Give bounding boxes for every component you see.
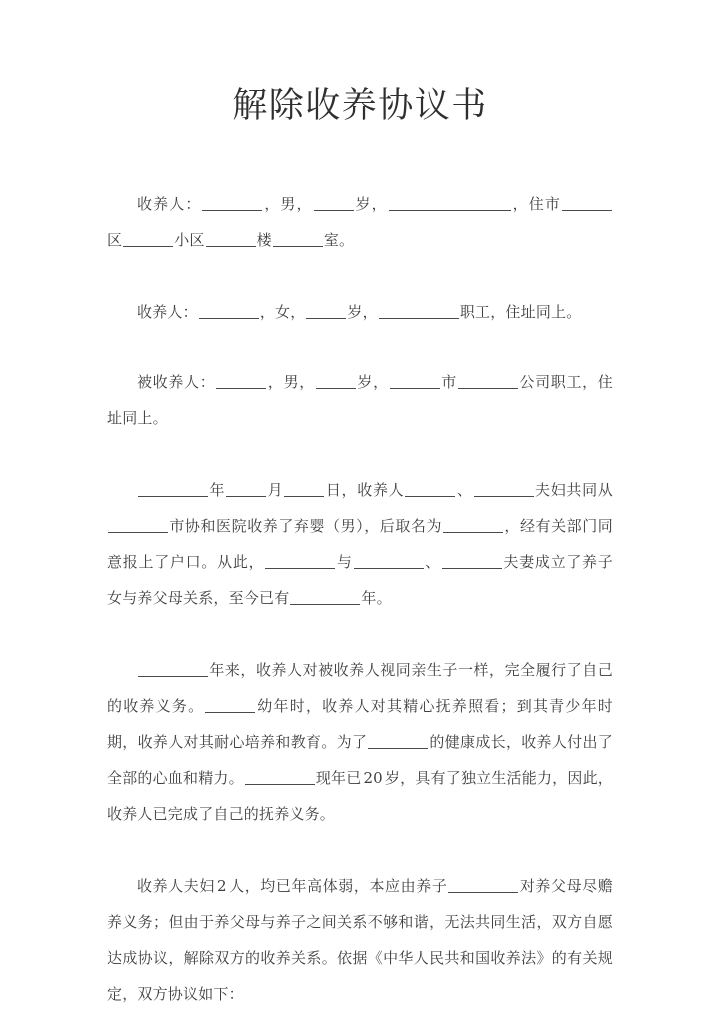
p4-seg9: 与: [336, 553, 353, 571]
document-body: [107, 186, 613, 1012]
p4-seg11: 夫妻成立了养子女与养父母关系，至今已有: [107, 553, 613, 607]
paragraph-adopter-male: [107, 186, 613, 258]
blank-adoptee-age[interactable]: [316, 373, 356, 389]
blank-adoptee-name[interactable]: [216, 373, 266, 389]
p3-seg3: 岁，: [356, 373, 389, 391]
p5-seg2: 年来，收养人对被收养人视同亲生子一样，完全履行了自己的收养义务。: [107, 661, 613, 715]
paragraph-adoption-history: [107, 472, 613, 616]
paragraph-adopter-female: [107, 294, 613, 330]
p4-seg3: 月: [267, 481, 284, 499]
blank-duty-years[interactable]: [138, 661, 208, 677]
p4-seg7: 市协和医院收养了弃婴（男），后取名为: [169, 517, 443, 535]
blank-relation-parent-one[interactable]: [354, 553, 424, 569]
blank-adopter-male-work[interactable]: [389, 195, 511, 211]
p4-seg4: 日，收养人: [325, 481, 405, 499]
paragraph-gap: [107, 616, 613, 652]
blank-years-elapsed[interactable]: [290, 589, 360, 605]
p5-seg5: 现年已: [315, 769, 362, 787]
paragraph-gap: [107, 832, 613, 868]
p4-seg10: 、: [424, 553, 441, 571]
p4-seg12: 年。: [361, 589, 392, 607]
blank-relation-parent-two[interactable]: [442, 553, 502, 569]
p3-seg4: 市: [440, 373, 457, 391]
blank-adopter-female-employer[interactable]: [379, 303, 459, 319]
paragraph-adoptee: [107, 364, 613, 436]
blank-adopter-female-age[interactable]: [306, 303, 346, 319]
p4-seg5: 、: [456, 481, 473, 499]
p3-seg1: 被收养人：: [137, 373, 216, 391]
p1-seg5: 区: [107, 231, 123, 249]
p1-seg2: ，男，: [263, 195, 313, 213]
p1-seg7: 楼: [256, 231, 272, 249]
p6-seg3: 人，均已年高体弱，本应由养子: [228, 877, 448, 895]
p2-seg2: ，女，: [259, 303, 306, 321]
adopter-count-value: 2: [216, 877, 227, 895]
blank-child-current[interactable]: [245, 769, 315, 785]
blank-child-growth[interactable]: [368, 733, 428, 749]
blank-adopter-male-room[interactable]: [273, 231, 323, 247]
p2-seg1: 收养人：: [137, 303, 198, 321]
p2-seg3: 岁，: [347, 303, 378, 321]
blank-hospital-city[interactable]: [108, 517, 168, 533]
blank-adopter-male-building[interactable]: [206, 231, 256, 247]
paragraph-duty-fulfilled: [107, 652, 613, 832]
p2-seg4: 职工，住址同上。: [459, 303, 582, 321]
p1-seg6: 小区: [174, 231, 205, 249]
p5-seg3: 幼年时，收养人对其精心抚养照看；到其青少年时期，收养人对其耐心培养和教育。为了: [107, 697, 614, 751]
blank-adopter-male-name[interactable]: [202, 195, 262, 211]
blank-adoptee-company[interactable]: [458, 373, 518, 389]
blank-adoption-day[interactable]: [284, 481, 324, 497]
blank-adopter-male-age[interactable]: [314, 195, 354, 211]
blank-adopter-two[interactable]: [474, 481, 534, 497]
blank-adopter-one[interactable]: [405, 481, 455, 497]
p4-seg6: 夫妇共同从: [534, 481, 613, 499]
p6-seg4: 对养父母尽赡养义务；但由于养父母与养子之间关系不够和谐，无法共同生活，双方自愿达成协议，解除双方的收养关系。依据《中华人民共和国收养法》的有关规定，双方协议如下：: [107, 877, 613, 1003]
blank-adoption-year[interactable]: [138, 481, 208, 497]
blank-adopter-male-district[interactable]: [562, 195, 612, 211]
p5-seg4: 的健康成长，收养人付出了全部的心血和精力。: [107, 733, 614, 787]
paragraph-gap: [107, 436, 613, 472]
p1-seg3: 岁，: [354, 195, 388, 213]
p5-seg7: 岁，具有了独立生活能力，因此，收养人已完成了自己的抚养义务。: [107, 769, 613, 823]
p3-seg5: 公司职工，住址同上。: [107, 373, 614, 427]
p6-seg1: 收养人夫妇: [137, 877, 215, 895]
blank-relation-child[interactable]: [265, 553, 335, 569]
p3-seg2: ，男，: [267, 373, 315, 391]
p1-seg8: 室。: [323, 231, 355, 249]
p1-seg1: 收养人：: [137, 195, 202, 213]
p4-seg8: ，经有关部门同意报上了户口。从此，: [107, 517, 614, 571]
paragraph-termination-agreement: [107, 868, 613, 1012]
blank-adoptee-city[interactable]: [390, 373, 440, 389]
blank-adopter-female-name[interactable]: [199, 303, 259, 319]
blank-given-name[interactable]: [443, 517, 503, 533]
blank-adopter-male-community[interactable]: [123, 231, 173, 247]
paragraph-gap: [107, 258, 613, 294]
paragraph-gap: [107, 330, 613, 364]
adoptee-age-value: 20: [363, 769, 383, 787]
blank-child-childhood[interactable]: [205, 697, 255, 713]
p4-seg2: 年: [209, 481, 226, 499]
p1-seg4: ，住市: [511, 195, 561, 213]
blank-adoption-month[interactable]: [226, 481, 266, 497]
page-title: 解除收养协议书: [232, 86, 488, 126]
blank-support-duty-child[interactable]: [448, 877, 518, 893]
